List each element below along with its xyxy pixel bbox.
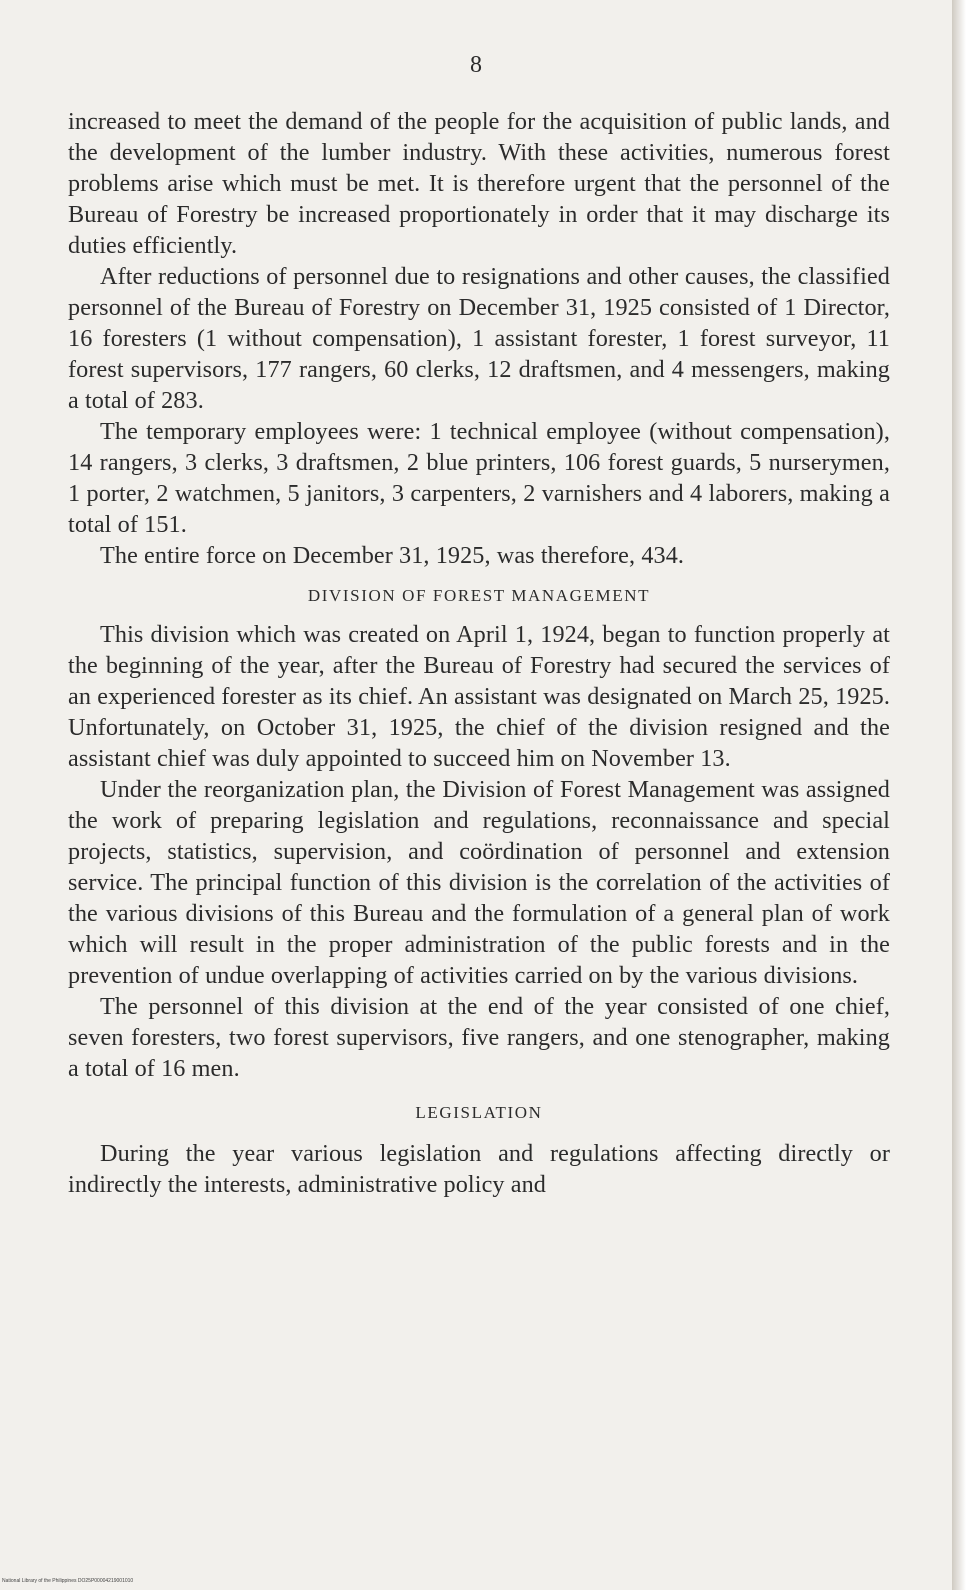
heading-legislation: LEGISLATION [415,1103,543,1122]
paragraph-classified-personnel: After reductions of personnel due to resignations and other causes, the classified personnel of the Bureau of Forestry on December 31, 1925 consisted of 1 Director, 16 foresters (1 without compensation), 1 assistant forester, 1 forest surveyor, 11 forest supervisors, 177 rangers, 60 clerks, 12 draftsmen, and 4 messengers, making a total of 283. [68,263,890,414]
page-number: 8 [470,52,482,78]
paragraph-continuation: increased to meet the demand of the people for the acquisition of public lands, and the development of the lumber industry. With these activities, numerous forest problems arise which must be met. It is therefore urgent that the personnel of the Bureau of Forestry be increased proportionately in order that it may discharge its duties efficiently. [68,108,890,259]
paragraph-entire-force: The entire force on December 31, 1925, was therefore, 434. [100,542,685,569]
paragraph-division-personnel: The personnel of this division at the end of the year consisted of one chief, seven foresters, two forest supervisors, five rangers, and one stenographer, making a total of 16 men. [68,993,890,1082]
body-text [68,106,890,1200]
heading-forest-management: DIVISION OF FOREST MANAGEMENT [307,586,651,605]
footer-credit: National Library of the Philippines DO25P00004219001010 [2,1578,134,1584]
paragraph-temporary-employees: The temporary employees were: 1 technical employee (without compensation), 14 rangers, 3 clerks, 3 draftsmen, 2 blue printers, 106 forest guards, 5 nurserymen, 1 porter, 2 watchmen, 5 janitors, 3 carpenters, 2 varnishers and 4 laborers, making a total of 151. [68,418,890,538]
page-edge [952,0,966,1590]
paragraph-reorganization-plan: Under the reorganization plan, the Division of Forest Management was assigned the work of preparing legislation and regulations, reconnaissance and special projects, statistics, supervision, and coördination of personnel and extension service. The principal function of this division is the correlation of the activities of the various divisions of this Bureau and the formulation of a general plan of work which will result in the proper administration of the public forests and in the prevention of undue overlapping of activities carried on by the various divisions. [68,776,890,989]
paragraph-division-created: This division which was created on April 1, 1924, began to function properly at the beginning of the year, after the Bureau of Forestry had secured the services of an experienced forester as its chief. An assistant was designated on March 25, 1925. Unfortunately, on October 31, 1925, the chief of the division resigned and the assistant chief was duly appointed to succeed him on November 13. [68,621,890,772]
paragraph-legislation: During the year various legislation and regulations affecting directly or indirectly the interests, administrative policy and [68,1140,890,1198]
